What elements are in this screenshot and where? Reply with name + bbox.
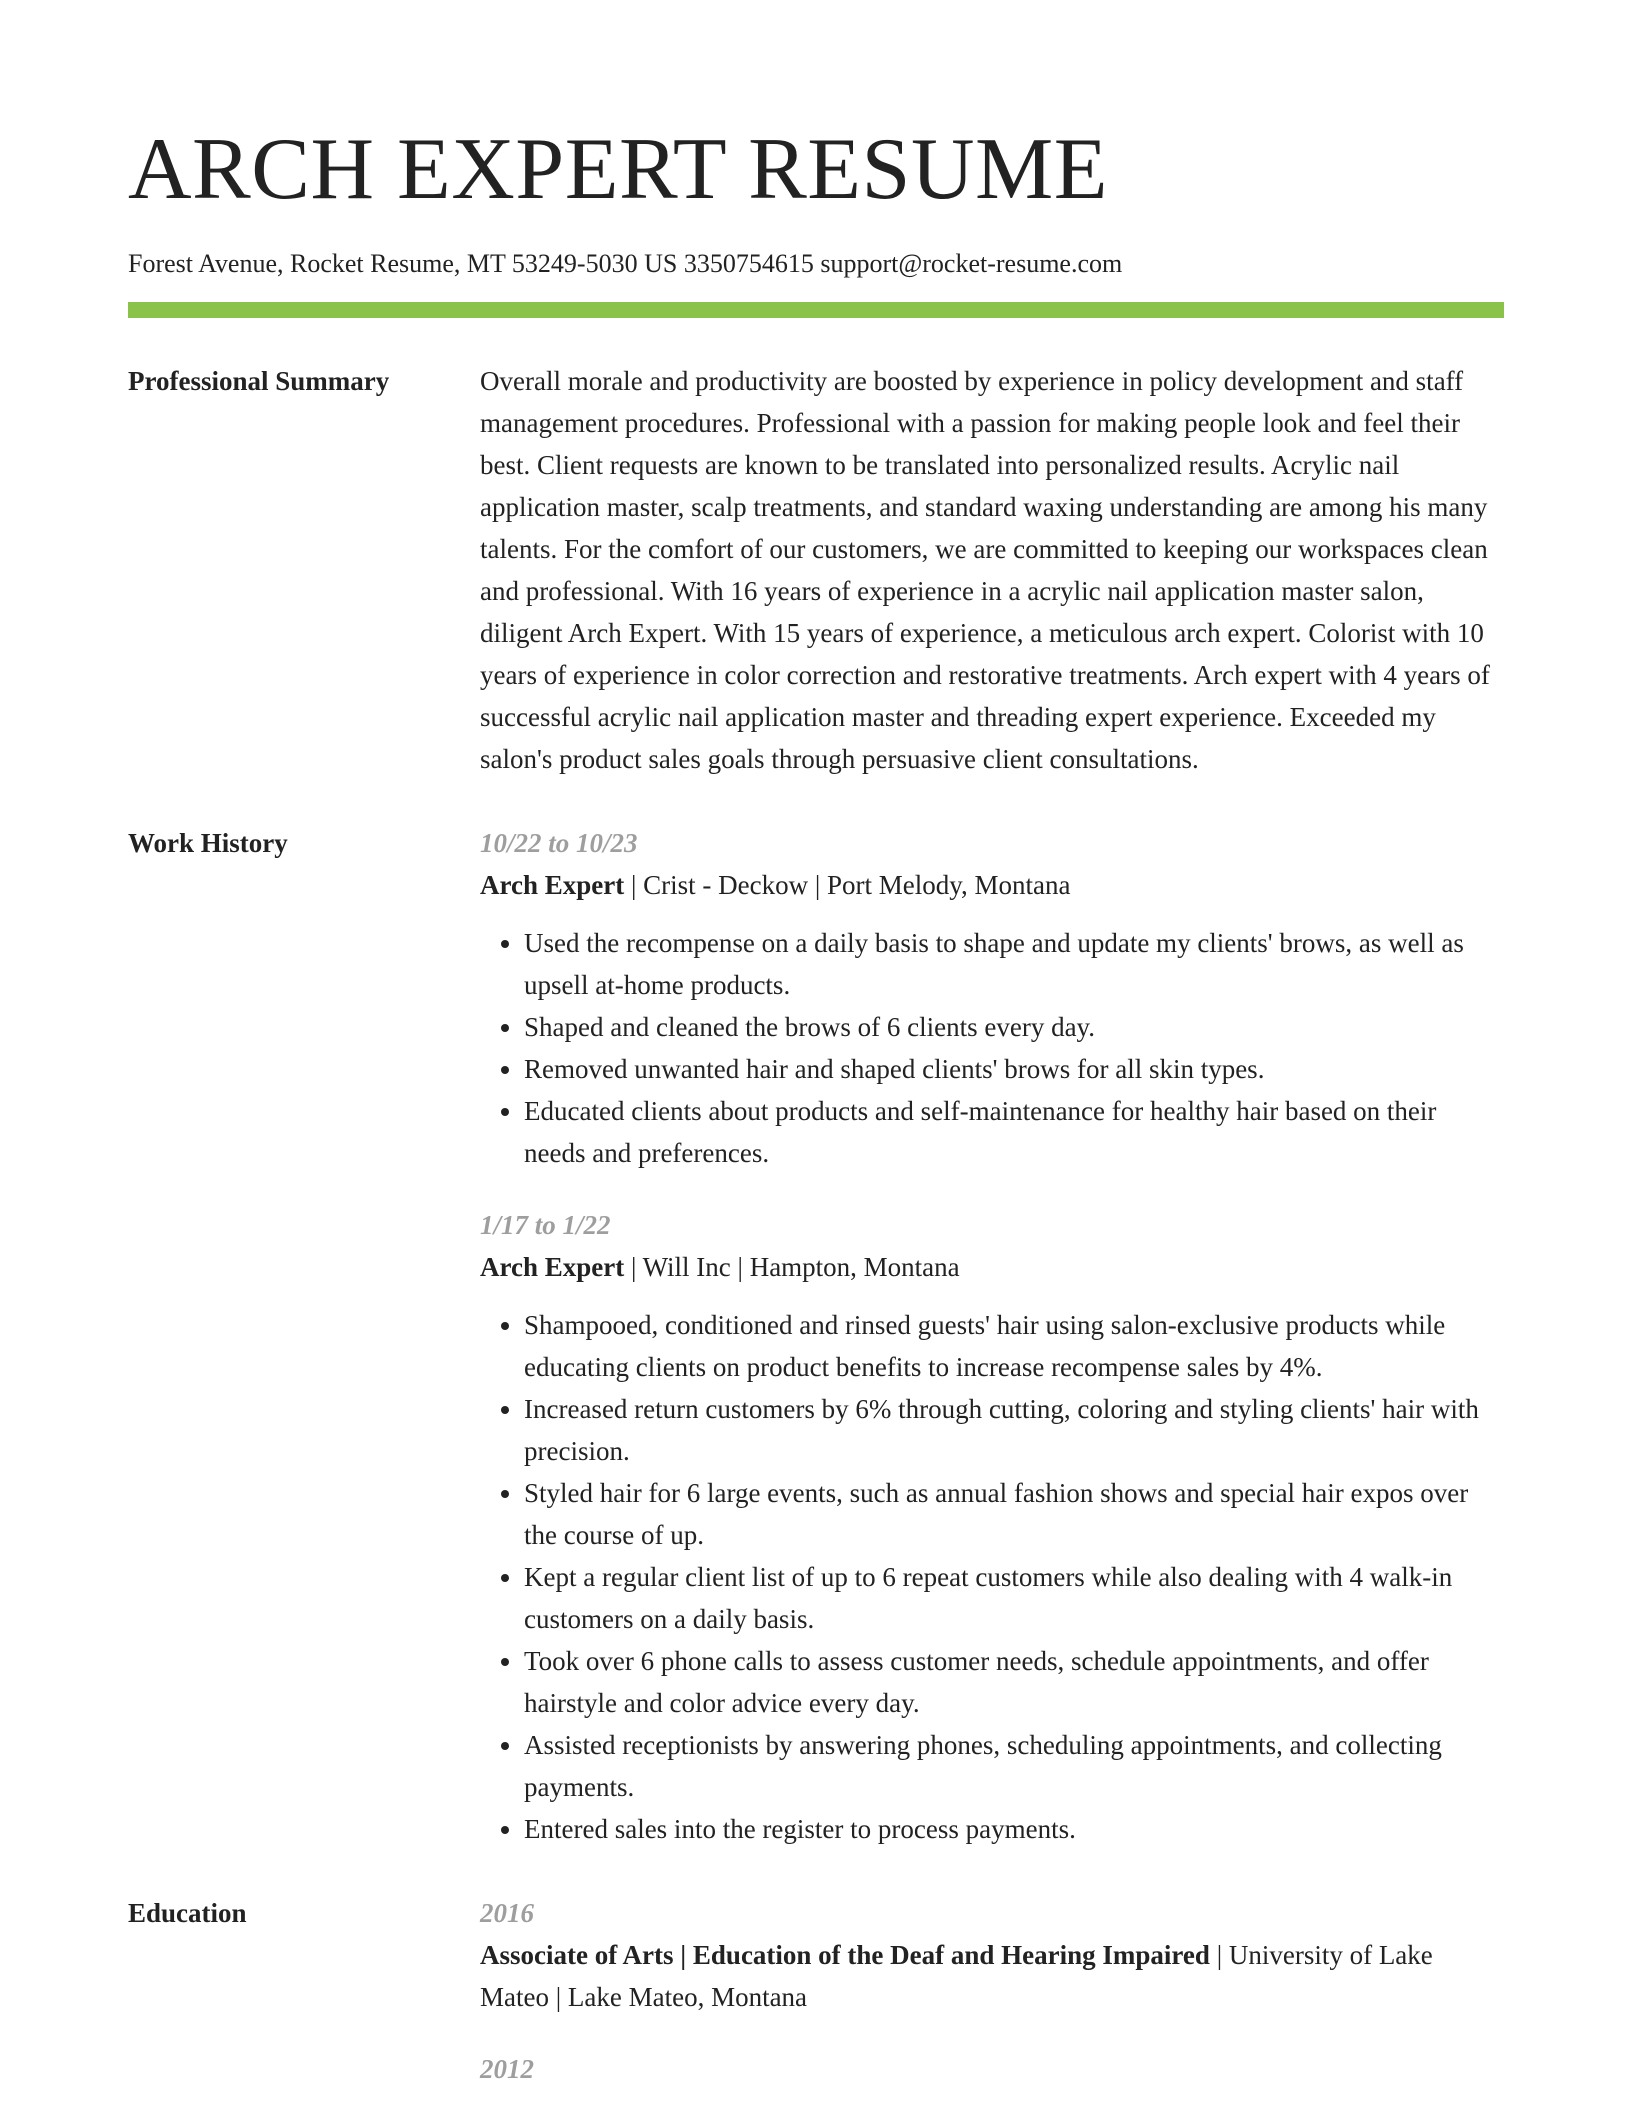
education-body bbox=[480, 1892, 1504, 2090]
job-employer-location: | Will Inc | Hampton, Montana bbox=[624, 1252, 960, 1282]
job-bullet: • Took over 6 phone calls to assess customer needs, schedule appointments, and offer hairstyle and color advice every day. bbox=[524, 1640, 1504, 1724]
work-history-body bbox=[480, 822, 1504, 1850]
summary-text: Overall morale and productivity are boosted by experience in policy development and staff management procedures. Professional with a passion for making people look and feel their best. Client requests are known to be translated into personalized results. Acrylic nail application master, scalp treatments, and standard waxing understanding are among his many talents. For the comfort of our customers, we are committed to keeping our workspaces clean and professional. With 16 years of experience in a acrylic nail application master salon, diligent Arch Expert. With 15 years of experience, a meticulous arch expert. Colorist with 10 years of experience in color correction and restorative treatments. Arch expert with 4 years of successful acrylic nail application master and threading expert experience. Exceeded my salon's product sales goals through persuasive client consultations. bbox=[480, 366, 1490, 774]
job-heading bbox=[480, 1246, 1504, 1288]
job-entry bbox=[480, 1204, 1504, 1850]
job-bullet: • Increased return customers by 6% through cutting, coloring and styling clients' hair with precision. bbox=[524, 1388, 1504, 1472]
job-bullet-list bbox=[480, 1304, 1504, 1850]
job-bullet: • Used the recompense on a daily basis to shape and update my clients' brows, as well as upsell at-home products. bbox=[524, 922, 1504, 1006]
job-dates: 1/17 to 1/22 bbox=[480, 1210, 611, 1240]
job-bullet: • Removed unwanted hair and shaped clients' brows for all skin types. bbox=[524, 1048, 1504, 1090]
job-bullet: • Styled hair for 6 large events, such as annual fashion shows and special hair expos over the course of up. bbox=[524, 1472, 1504, 1556]
section-label-summary: Professional Summary bbox=[128, 366, 390, 396]
section-label-work-history: Work History bbox=[128, 828, 288, 858]
job-entry bbox=[480, 822, 1504, 1174]
job-bullet: • Assisted receptionists by answering phones, scheduling appointments, and collecting payments. bbox=[524, 1724, 1504, 1808]
education-year: 2012 bbox=[480, 2054, 534, 2084]
job-bullet-list bbox=[480, 922, 1504, 1174]
job-title: Arch Expert bbox=[480, 870, 625, 900]
job-title: Arch Expert bbox=[480, 1252, 625, 1282]
job-dates: 10/22 to 10/23 bbox=[480, 828, 638, 858]
job-heading bbox=[480, 864, 1504, 906]
education-heading bbox=[480, 1934, 1504, 2018]
job-employer-location: | Crist - Deckow | Port Melody, Montana bbox=[624, 870, 1071, 900]
section-label-education: Education bbox=[128, 1898, 247, 1928]
job-bullet: • Shampooed, conditioned and rinsed guests' hair using salon-exclusive products while educating clients on product benefits to increase recompense sales by 4%. bbox=[524, 1304, 1504, 1388]
job-bullet: • Shaped and cleaned the brows of 6 clients every day. bbox=[524, 1006, 1504, 1048]
education-entry bbox=[480, 2048, 1504, 2090]
education-year: 2016 bbox=[480, 1898, 534, 1928]
job-bullet: • Educated clients about products and self-maintenance for healthy hair based on their needs and preferences. bbox=[524, 1090, 1504, 1174]
education-school-location: | University of Lake Mateo | Lake Mateo, Montana bbox=[480, 1940, 1433, 2012]
summary-section bbox=[128, 360, 1504, 780]
education-entry bbox=[480, 1892, 1504, 2018]
contact-line: Forest Avenue, Rocket Resume, MT 53249-5030 US 3350754615 support@rocket-resume.com bbox=[128, 249, 1123, 278]
header-divider bbox=[128, 302, 1504, 318]
resume-title: ARCH EXPERT RESUME bbox=[128, 121, 1109, 218]
summary-body bbox=[480, 360, 1504, 780]
education-section bbox=[128, 1892, 1504, 2090]
job-bullet: • Entered sales into the register to process payments. bbox=[524, 1808, 1504, 1850]
education-degree: Associate of Arts | Education of the Deaf and Hearing Impaired bbox=[480, 1940, 1210, 1970]
work-history-section bbox=[128, 822, 1504, 1850]
job-bullet: • Kept a regular client list of up to 6 repeat customers while also dealing with 4 walk-in customers on a daily basis. bbox=[524, 1556, 1504, 1640]
